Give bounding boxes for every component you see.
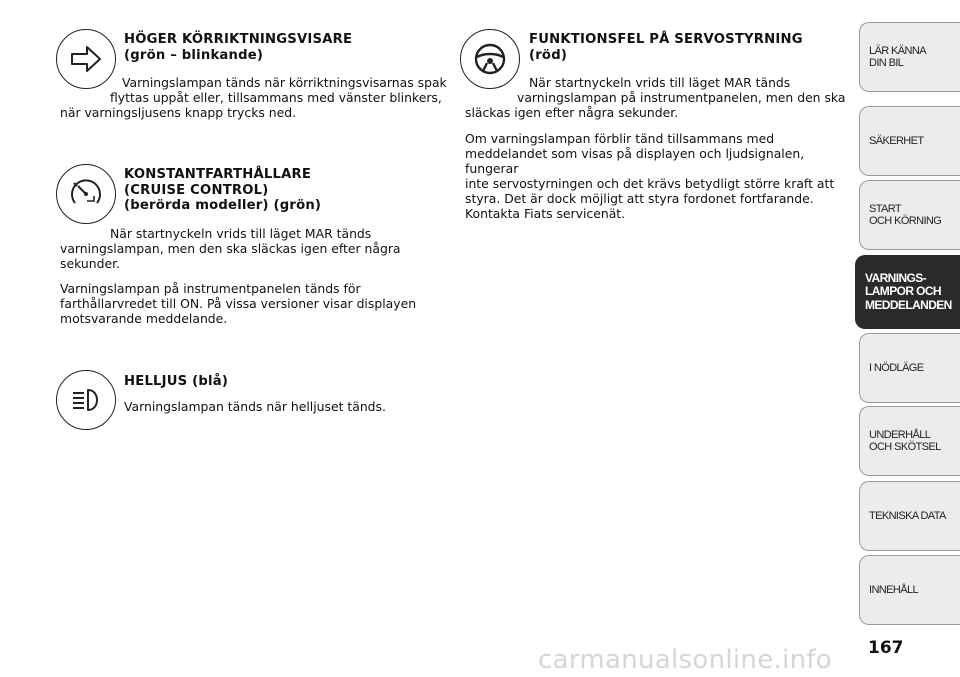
text-line: styra. Det är dock möjligt att styra fordonet fortfarande. [465,191,814,206]
title-line: (grön – blinkande) [124,47,264,63]
text-line: När startnyckeln vrids till läget MAR tänds [110,226,372,241]
title-line: KONSTANTFARTHÅLLARE [124,167,312,182]
chapter-sidebar [859,0,960,640]
tab-label: UNDERHÅLL OCH SKÖTSEL [869,428,941,453]
text-line: sekunder. [60,256,120,271]
high-beam-symbol [56,370,116,430]
text-line: När startnyckeln vrids till läget MAR tänds [529,75,791,90]
tab-i-nodlage[interactable] [859,333,960,403]
arrow-right-icon [66,39,106,79]
tab-label: VARNINGS- LAMPOR OCH MEDDELANDEN [865,270,952,312]
paragraph-high-beam: Varningslampan tänds när helljuset tänds. [124,399,386,414]
text-line: släckas igen efter några sekunder. [465,105,679,120]
text-line: inte servostyrningen och det krävs betydligt större kraft att [465,176,835,191]
tab-varningslampor-och-meddelanden[interactable] [855,255,960,329]
paragraph-steering-2 [465,131,855,221]
tab-label: START OCH KÖRNING [869,202,942,227]
section-title-power-steering [529,32,803,63]
high-beam-icon [66,380,106,420]
section-title-right-turn [124,32,352,63]
page-number: 167 [868,638,904,658]
tab-innehall[interactable] [859,555,960,625]
title-line: (röd) [529,47,568,63]
text-line: varningslampan på instrumentpanelen, men den ska [517,90,846,105]
tab-underhall-och-skotsel[interactable] [859,406,960,476]
title-line: FUNKTIONSFEL PÅ SERVOSTYRNING [529,32,803,47]
section-title-cruise-control [124,167,321,214]
text-line: varningslampan, men den ska släckas igen efter några [60,241,401,256]
title-line: (berörda modeller) (grön) [124,198,322,213]
tab-sakerhet[interactable] [859,106,960,176]
text-line: motsvarande meddelande. [60,311,228,326]
paragraph-right-turn [60,75,450,120]
tab-label: LÄR KÄNNA DIN BIL [869,44,926,69]
text-line: meddelandet som visas på displayen och ljudsignalen, fungerar [465,146,805,176]
section-title-high-beam: HELLJUS (blå) [124,374,229,389]
tab-lar-kanna-din-bil[interactable] [859,22,960,92]
tab-label: SÄKERHET [869,134,924,147]
tab-label: INNEHÅLL [869,583,918,596]
text-line: farthållarvredet till ON. På vissa versioner visar displayen [60,296,417,311]
text-line: Kontakta Fiats servicenät. [465,206,626,221]
text-line: flyttas uppåt eller, tillsammans med vänster blinkers, [110,90,442,105]
tab-label: TEKNISKA DATA [869,509,946,522]
text-line: Om varningslampan förblir tänd tillsammans med [465,131,775,146]
text-line: Varningslampan på instrumentpanelen tänds för [60,281,361,296]
tab-label: I NÖDLÄGE [869,361,924,374]
text-line: Varningslampan tänds när körriktningsvisarnas spak [122,75,447,90]
title-line: HÖGER KÖRRIKTNINGSVISARE [124,32,353,47]
paragraph-cruise-1 [60,226,450,271]
text-line: när varningsljusens knapp trycks ned. [60,105,297,120]
title-line: (CRUISE CONTROL) [124,182,269,198]
speedometer-icon [66,174,106,214]
steering-wheel-icon [470,39,510,79]
cruise-control-symbol [56,164,116,224]
watermark: carmanualsonline.info [538,645,833,675]
paragraph-cruise-2 [60,281,450,326]
tab-start-och-korning[interactable] [859,180,960,250]
paragraph-steering-1 [465,75,855,120]
tab-tekniska-data[interactable] [859,481,960,551]
